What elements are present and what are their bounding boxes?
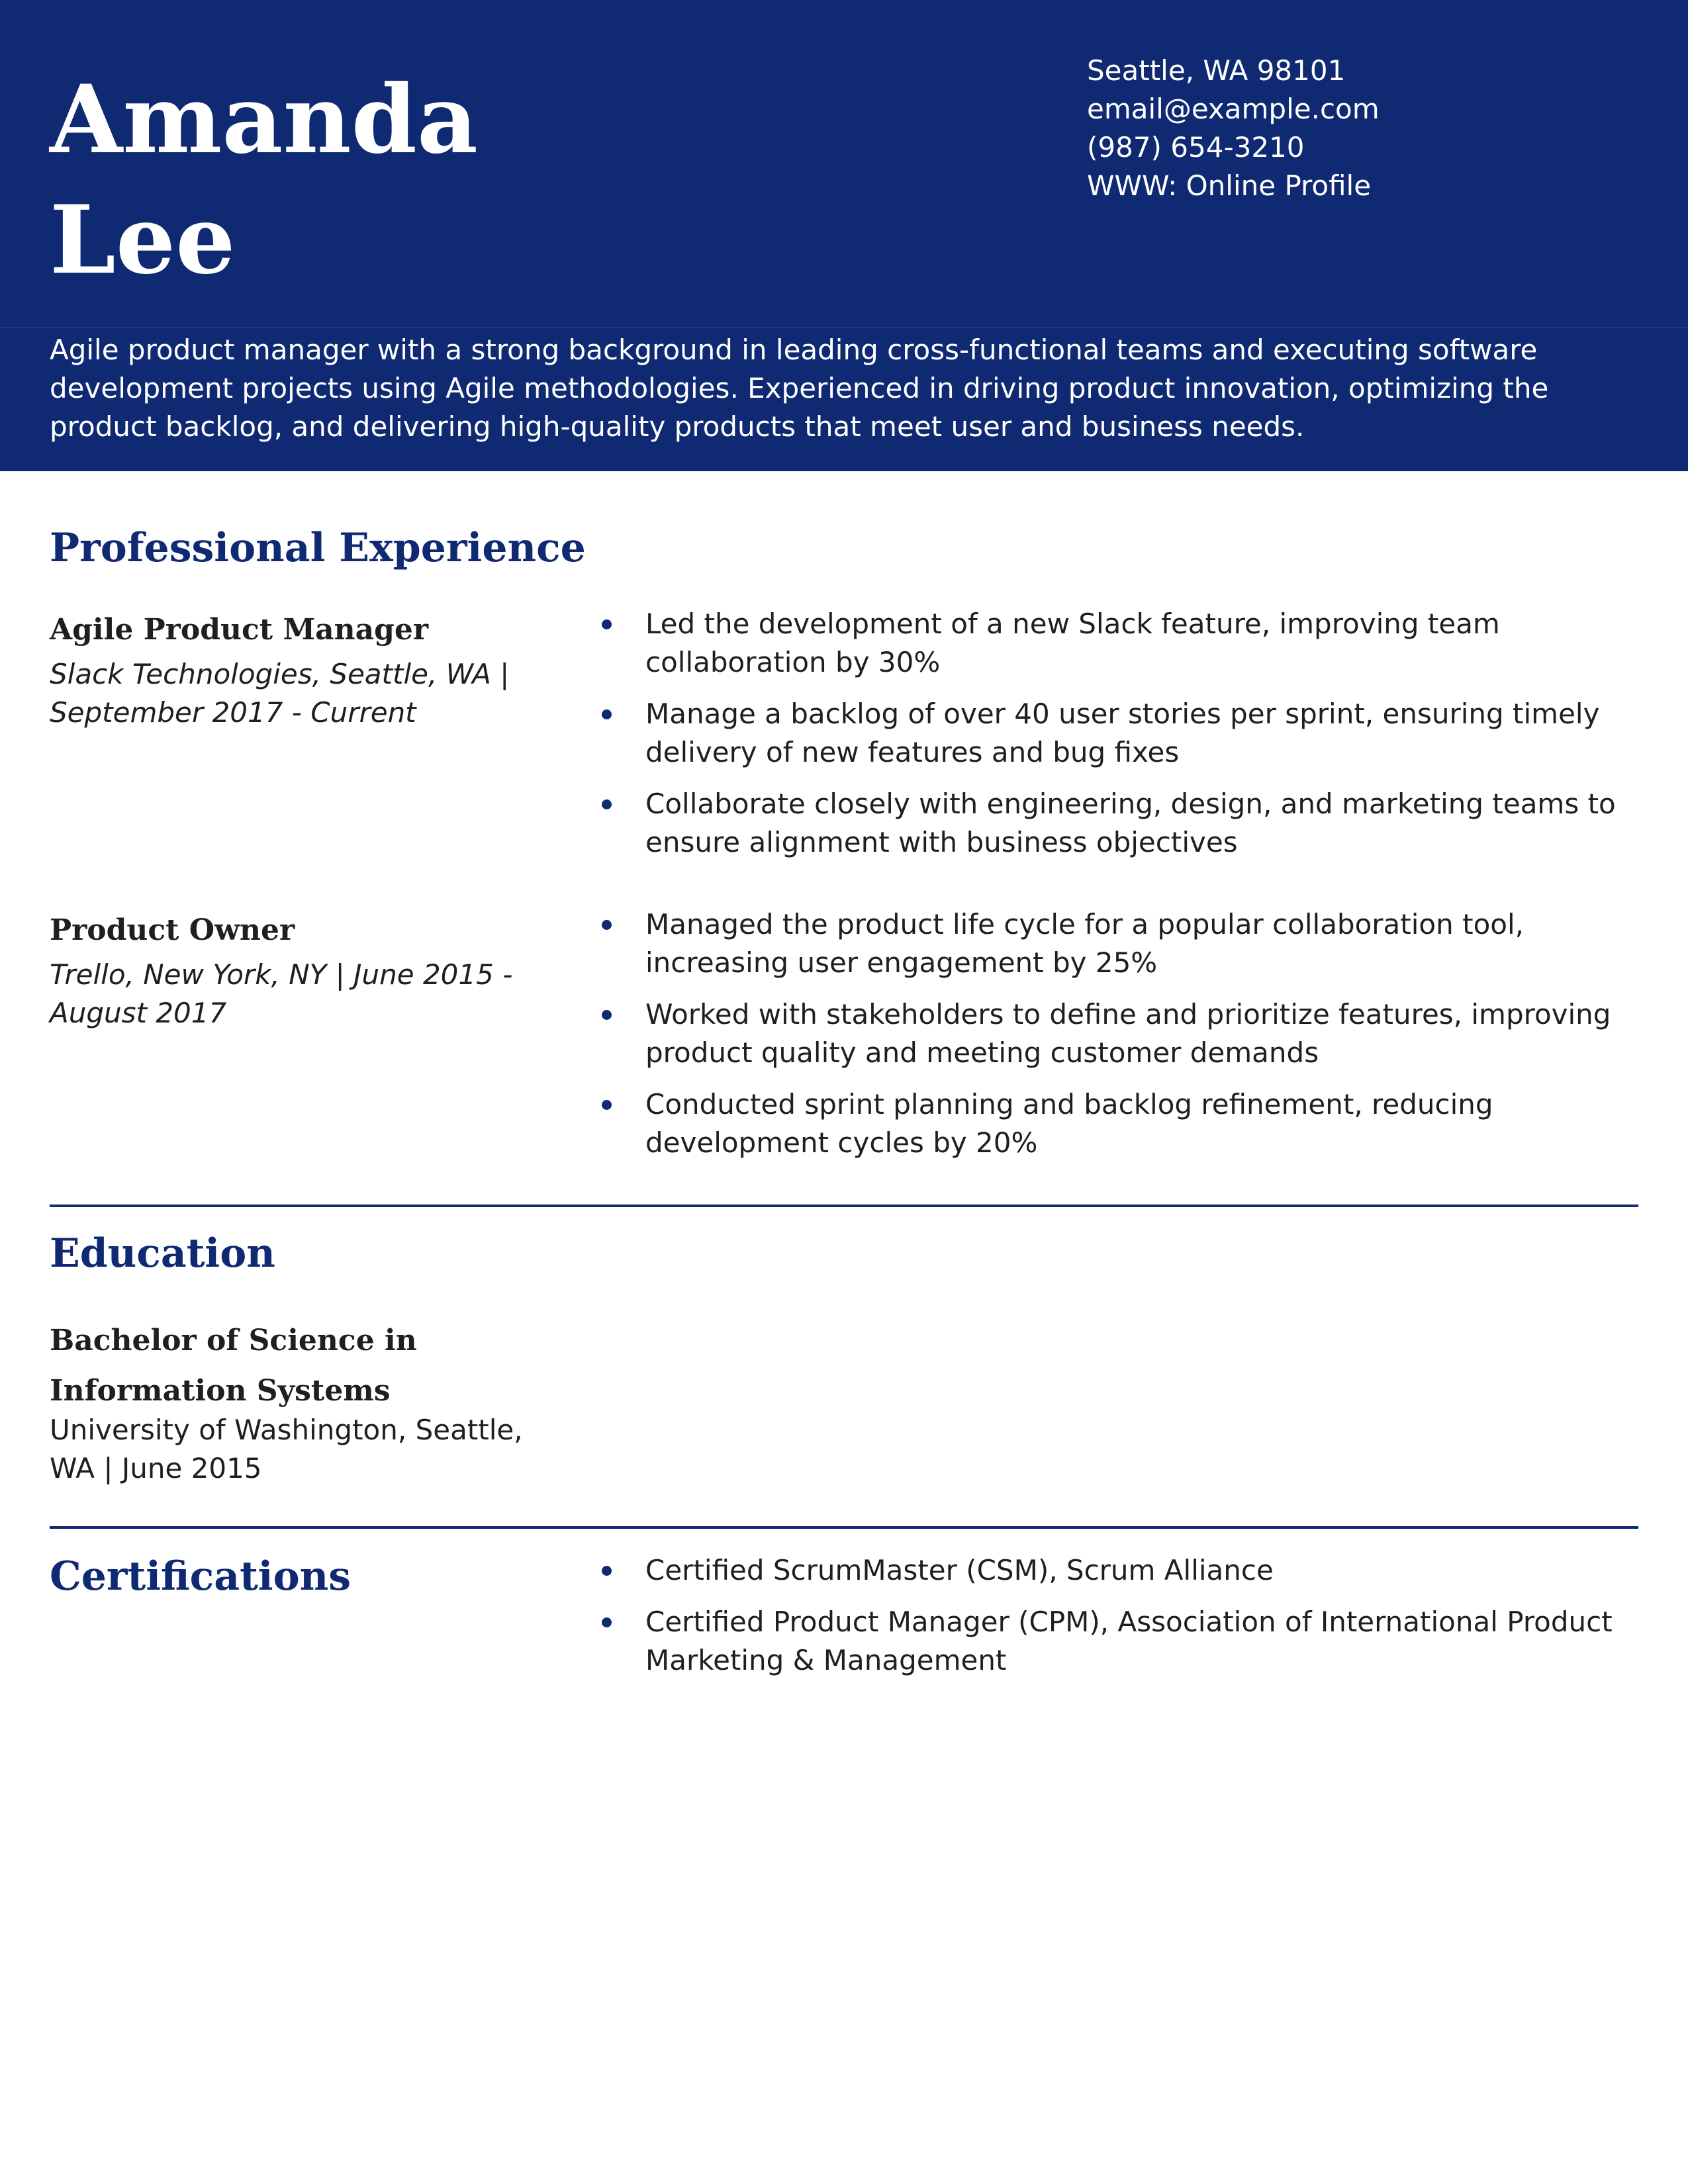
list-item — [596, 785, 1628, 862]
contact-block — [1087, 52, 1380, 205]
list-item — [596, 1603, 1628, 1680]
contact-website[interactable]: WWW: Online Profile — [1087, 169, 1372, 202]
bullet-icon — [602, 920, 612, 930]
job-bullets — [596, 905, 1628, 1175]
job-title: Agile Product Manager — [50, 613, 429, 647]
list-item — [596, 605, 1628, 682]
certification-list — [596, 1551, 1628, 1693]
certification-text: Certified Product Manager (CPM), Association of International Product Marketing & Management — [645, 1606, 1613, 1676]
last-name: Lee — [50, 185, 236, 295]
bullet-icon — [602, 1566, 612, 1576]
profile-summary: Agile product manager with a strong background in leading cross-functional teams and executing software development projects using Agile methodologies. Experienced in driving product innovation, optimizing the product backlog, and delivering high-quality products that meet user and business needs. — [50, 334, 1549, 443]
section-title-certifications: Certifications — [50, 1553, 352, 1600]
list-item — [596, 695, 1628, 772]
section-title-experience: Professional Experience — [50, 525, 586, 571]
bullet-text: Managed the product life cycle for a popular collaboration tool, increasing user engagement by 25% — [645, 908, 1524, 979]
job-title: Product Owner — [50, 913, 295, 947]
header-divider — [0, 327, 1688, 328]
job-meta: Slack Technologies, Seattle, WA | September 2017 - Current — [50, 658, 510, 729]
degree-meta: University of Washington, Seattle, WA | June 2015 — [50, 1414, 523, 1484]
bullet-icon — [602, 709, 612, 719]
certification-text: Certified ScrumMaster (CSM), Scrum Alliance — [645, 1554, 1274, 1586]
degree-title: Bachelor of Science in Information Systems — [50, 1324, 417, 1408]
contact-phone[interactable]: (987) 654-3210 — [1087, 131, 1305, 163]
contact-email[interactable]: email@example.com — [1087, 93, 1380, 125]
list-item — [596, 1085, 1628, 1162]
bullet-icon — [602, 619, 612, 629]
first-name: Amanda — [50, 65, 478, 175]
job-meta: Trello, New York, NY | June 2015 - August 2017 — [50, 958, 513, 1029]
bullet-text: Collaborate closely with engineering, design, and marketing teams to ensure alignment with business objectives — [645, 788, 1616, 858]
bullet-icon — [602, 1100, 612, 1110]
list-item — [596, 995, 1628, 1072]
bullet-text: Manage a backlog of over 40 user stories per sprint, ensuring timely delivery of new features and bug fixes — [645, 698, 1600, 768]
bullet-text: Conducted sprint planning and backlog refinement, reducing development cycles by 20% — [645, 1088, 1493, 1159]
list-item — [596, 905, 1628, 982]
bullet-text: Led the development of a new Slack feature, improving team collaboration by 30% — [645, 608, 1500, 678]
section-divider — [50, 1526, 1638, 1529]
job-bullets — [596, 605, 1628, 875]
section-divider — [50, 1205, 1638, 1207]
header-banner — [0, 0, 1688, 471]
candidate-name — [50, 60, 478, 300]
bullet-text: Worked with stakeholders to define and prioritize features, improving product quality and meeting customer demands — [645, 998, 1611, 1069]
list-item — [596, 1551, 1628, 1590]
bullet-icon — [602, 1617, 612, 1627]
bullet-icon — [602, 1010, 612, 1020]
section-title-education: Education — [50, 1230, 275, 1277]
bullet-icon — [602, 799, 612, 809]
contact-address: Seattle, WA 98101 — [1087, 54, 1346, 87]
